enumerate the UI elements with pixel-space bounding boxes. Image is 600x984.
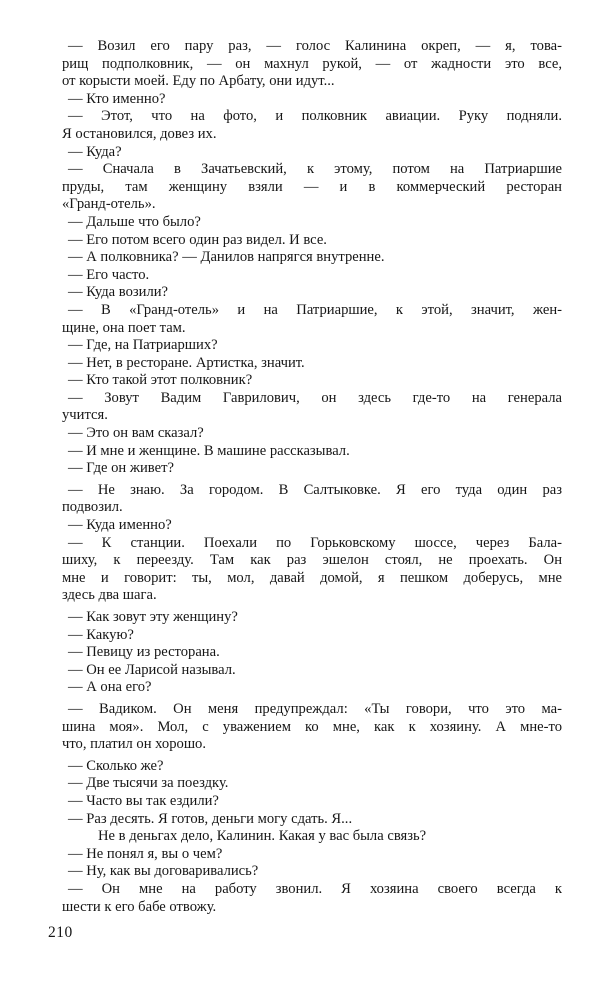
text-line: от корысти моей. Еду по Арбату, они идут... <box>62 73 335 90</box>
text-line: — И мне и женщине. В машине рассказывал. <box>68 442 350 459</box>
text-line: — А она его? <box>68 679 152 696</box>
text-line: — Дальше что было? <box>68 213 201 230</box>
text-line: — Вадиком. Он меня предупреждал: «Ты говори, что это ма- <box>68 700 562 717</box>
text-line: — Кто именно? <box>68 90 166 107</box>
text-line: — Певицу из ресторана. <box>68 644 220 661</box>
text-line: рищ подполковник, — он махнул рукой, — от жадности это все, <box>62 55 562 72</box>
text-line: шиху, к переезду. Там как раз эшелон стоял, не проехать. Он <box>62 552 562 569</box>
text-line: — А полковника? — Данилов напрягся внутренне. <box>68 249 385 266</box>
text-line: — Нет, в ресторане. Артистка, значит. <box>68 354 305 371</box>
text-line: Я остановился, довез их. <box>62 125 217 142</box>
text-line: — Часто вы так ездили? <box>68 792 219 809</box>
text-line: учится. <box>62 407 108 424</box>
text-line: — Куда возили? <box>68 284 169 301</box>
text-line: подвозил. <box>62 499 123 516</box>
text-line: здесь два шага. <box>62 587 157 604</box>
text-line: — Он мне на работу звонил. Я хозяина своего всегда к <box>68 880 562 897</box>
text-line: — Кто такой этот полковник? <box>68 372 253 389</box>
text-line: — Не понял я, вы о чем? <box>68 845 223 862</box>
text-line: — Раз десять. Я готов, деньги могу сдать. Я... <box>68 810 353 827</box>
text-line: — Возил его пару раз, — голос Калинина окреп, — я, това- <box>68 38 562 54</box>
text-line: — Где он живет? <box>68 460 174 477</box>
text-line: — Зовут Вадим Гаврилович, он здесь где-то на генерала <box>68 389 562 406</box>
text-line: шести к его бабе отвожу. <box>62 898 217 915</box>
text-line: мне и говорит: ты, мол, давай домой, я пешком доберусь, мне <box>62 569 562 586</box>
text-line: — Где, на Патриарших? <box>68 337 218 354</box>
page-number: 210 <box>48 924 73 941</box>
text-line: — Куда именно? <box>68 517 172 534</box>
text-line: — Сначала в Зачатьевский, к этому, потом на Патриаршие <box>68 161 562 178</box>
text-line: — Ну, как вы договаривались? <box>68 863 259 880</box>
text-line: — Сколько же? <box>68 757 164 774</box>
text-line: — К станции. Поехали по Горьковскому шоссе, через Бала- <box>68 534 562 551</box>
text-line: — Куда? <box>68 143 122 160</box>
text-line: — Как зовут эту женщину? <box>68 609 238 625</box>
text-line: — Он ее Ларисой называл. <box>68 661 236 678</box>
text-line: — Его часто. <box>68 266 150 283</box>
text-line: шина моя». Мол, с уважением ко мне, как к хозяину. А мне-то <box>62 718 562 735</box>
text-line: — Его потом всего один раз видел. И все. <box>68 231 327 248</box>
text-line: — Это он вам сказал? <box>68 425 204 442</box>
text-line: щине, она поет там. <box>62 319 186 336</box>
text-line: — В «Гранд-отель» и на Патриаршие, к этой, значит, жен- <box>68 301 562 318</box>
text-line: пруды, там женщину взяли — и в коммерческий ресторан <box>62 178 562 195</box>
text-line: — Этот, что на фото, и полковник авиации. Руку подняли. <box>68 108 562 125</box>
text-line: «Гранд-отель». <box>62 196 156 213</box>
text-line: — Две тысячи за поездку. <box>68 775 229 792</box>
text-line: что, платил он хорошо. <box>62 736 206 753</box>
text-line: — Не знаю. За городом. В Салтыковке. Я его туда один раз <box>68 481 562 498</box>
text-line: Не в деньгах дело, Калинин. Какая у вас была связь? <box>98 828 427 845</box>
page-text <box>62 38 562 916</box>
text-line: — Какую? <box>68 626 134 643</box>
